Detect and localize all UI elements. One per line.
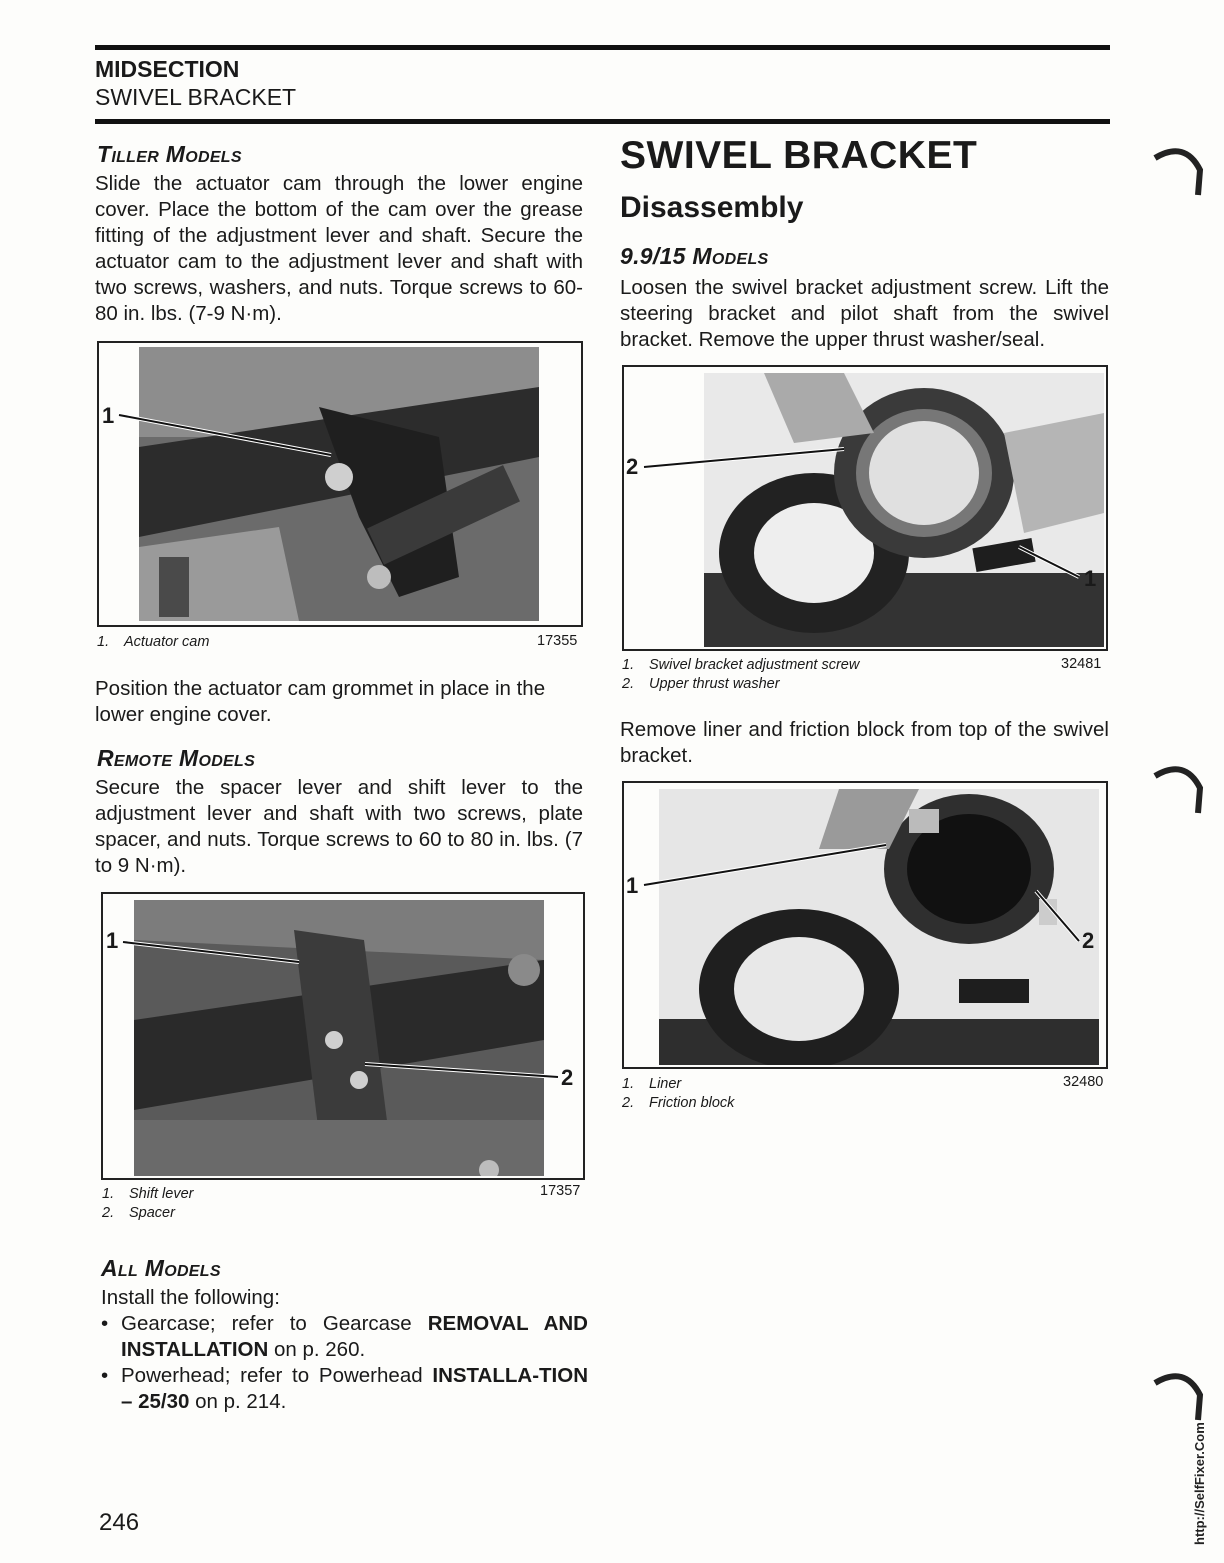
fig4-caption1: Liner (649, 1076, 682, 1092)
liner-text: Remove liner and friction block from top of the swivel bracket. (620, 718, 1109, 767)
figure-actuator-cam (97, 341, 583, 627)
figure-liner-friction-block (622, 781, 1108, 1069)
fig3-caption1: Swivel bracket adjustment screw (649, 657, 860, 673)
fig2-caption1-num: 1. (102, 1186, 115, 1202)
fig3-caption1-num: 1. (622, 657, 635, 673)
list-item-gearcase: • Gearcase; refer to Gearcase REMOVAL AND INSTALLATION on p. 260. (99, 1311, 588, 1363)
fig2-callout-1: 1 (106, 928, 119, 953)
fig1-callout-1: 1 (102, 403, 115, 428)
list-item-powerhead: • Powerhead; refer to Powerhead INSTALLA-TION – 25/30 on p. 214. (99, 1363, 588, 1415)
fig2-caption2: Spacer (129, 1205, 175, 1221)
remote-models-text: Secure the spacer lever and shift lever to the adjustment lever and shaft with two screws, plate spacer, and nuts. Torque screws to 60 to 80 in. lbs. (7 to 9 N·m). (95, 776, 583, 877)
section-title: MIDSECTION (95, 56, 240, 82)
fig4-caption1-num: 1. (622, 1076, 635, 1092)
fig1-id: 17355 (537, 633, 578, 649)
subsection-title: SWIVEL BRACKET (95, 84, 297, 110)
binder-hole-mark-1 (1150, 140, 1210, 200)
fig2-callout-2: 2 (561, 1065, 574, 1090)
remote-models-heading: Remote Models (97, 745, 256, 771)
disassembly-heading: Disassembly (620, 191, 804, 224)
fig4-caption2: Friction block (649, 1095, 735, 1111)
fig2-caption1: Shift lever (129, 1186, 194, 1202)
page-title: SWIVEL BRACKET (620, 134, 978, 177)
fig3-callout-2: 2 (626, 454, 639, 479)
all-models-list (99, 1311, 588, 1415)
gearcase-link-text: REMOVAL AND INSTALLATION (121, 1312, 588, 1361)
fig2-leader-lines (103, 894, 583, 1178)
fig4-callout-2: 2 (1082, 928, 1095, 953)
header-bottom-rule (95, 119, 1110, 124)
fig4-callout-1: 1 (626, 873, 639, 898)
fig4-id: 32480 (1063, 1074, 1104, 1090)
fig3-callout-1: 1 (1084, 566, 1097, 591)
fig2-id: 17357 (540, 1183, 581, 1199)
page-number: 246 (99, 1509, 140, 1536)
fig3-id: 32481 (1061, 656, 1102, 672)
tiller-models-heading: Tiller Models (97, 141, 242, 167)
header-top-rule (95, 45, 1110, 50)
figure-shift-lever (101, 892, 585, 1180)
all-models-heading: All Models (101, 1255, 221, 1281)
tiller-models-text: Slide the actuator cam through the lower engine cover. Place the bottom of the cam over the grease fitting of the adjustment lever and shaft. Secure the actuator cam to the adjustment lever and shaft with two screws, washers, and nuts. Torque screws to 60-80 in. lbs. (7-9 N·m). (95, 172, 583, 325)
fig4-leader-lines (624, 783, 1106, 1067)
binder-hole-mark-2 (1150, 758, 1210, 818)
fig1-caption: Actuator cam (124, 634, 210, 650)
fig3-caption2: Upper thrust washer (649, 676, 780, 692)
grommet-text: Position the actuator cam grommet in place in the lower engine cover. (95, 677, 546, 726)
all-models-intro: Install the following: (101, 1286, 280, 1309)
fig1-leader-line (99, 343, 581, 625)
fig3-leader-lines (624, 367, 1106, 649)
figure-upper-thrust-washer (622, 365, 1108, 651)
fig2-caption2-num: 2. (102, 1205, 115, 1221)
fig4-caption2-num: 2. (622, 1095, 635, 1111)
models-9-9-15-text: Loosen the swivel bracket adjustment screw. Lift the steering bracket and pilot shaft from the swivel bracket. Remove the upper thrust washer/seal. (620, 276, 1109, 351)
fig1-caption-num: 1. (97, 634, 110, 650)
models-9-9-15-heading: 9.9/15 Models (620, 243, 769, 269)
fig3-caption2-num: 2. (622, 676, 635, 692)
powerhead-link-text: INSTALLA-TION – 25/30 (121, 1364, 588, 1413)
watermark-url: http://SelfFixer.Com (1192, 1422, 1207, 1545)
